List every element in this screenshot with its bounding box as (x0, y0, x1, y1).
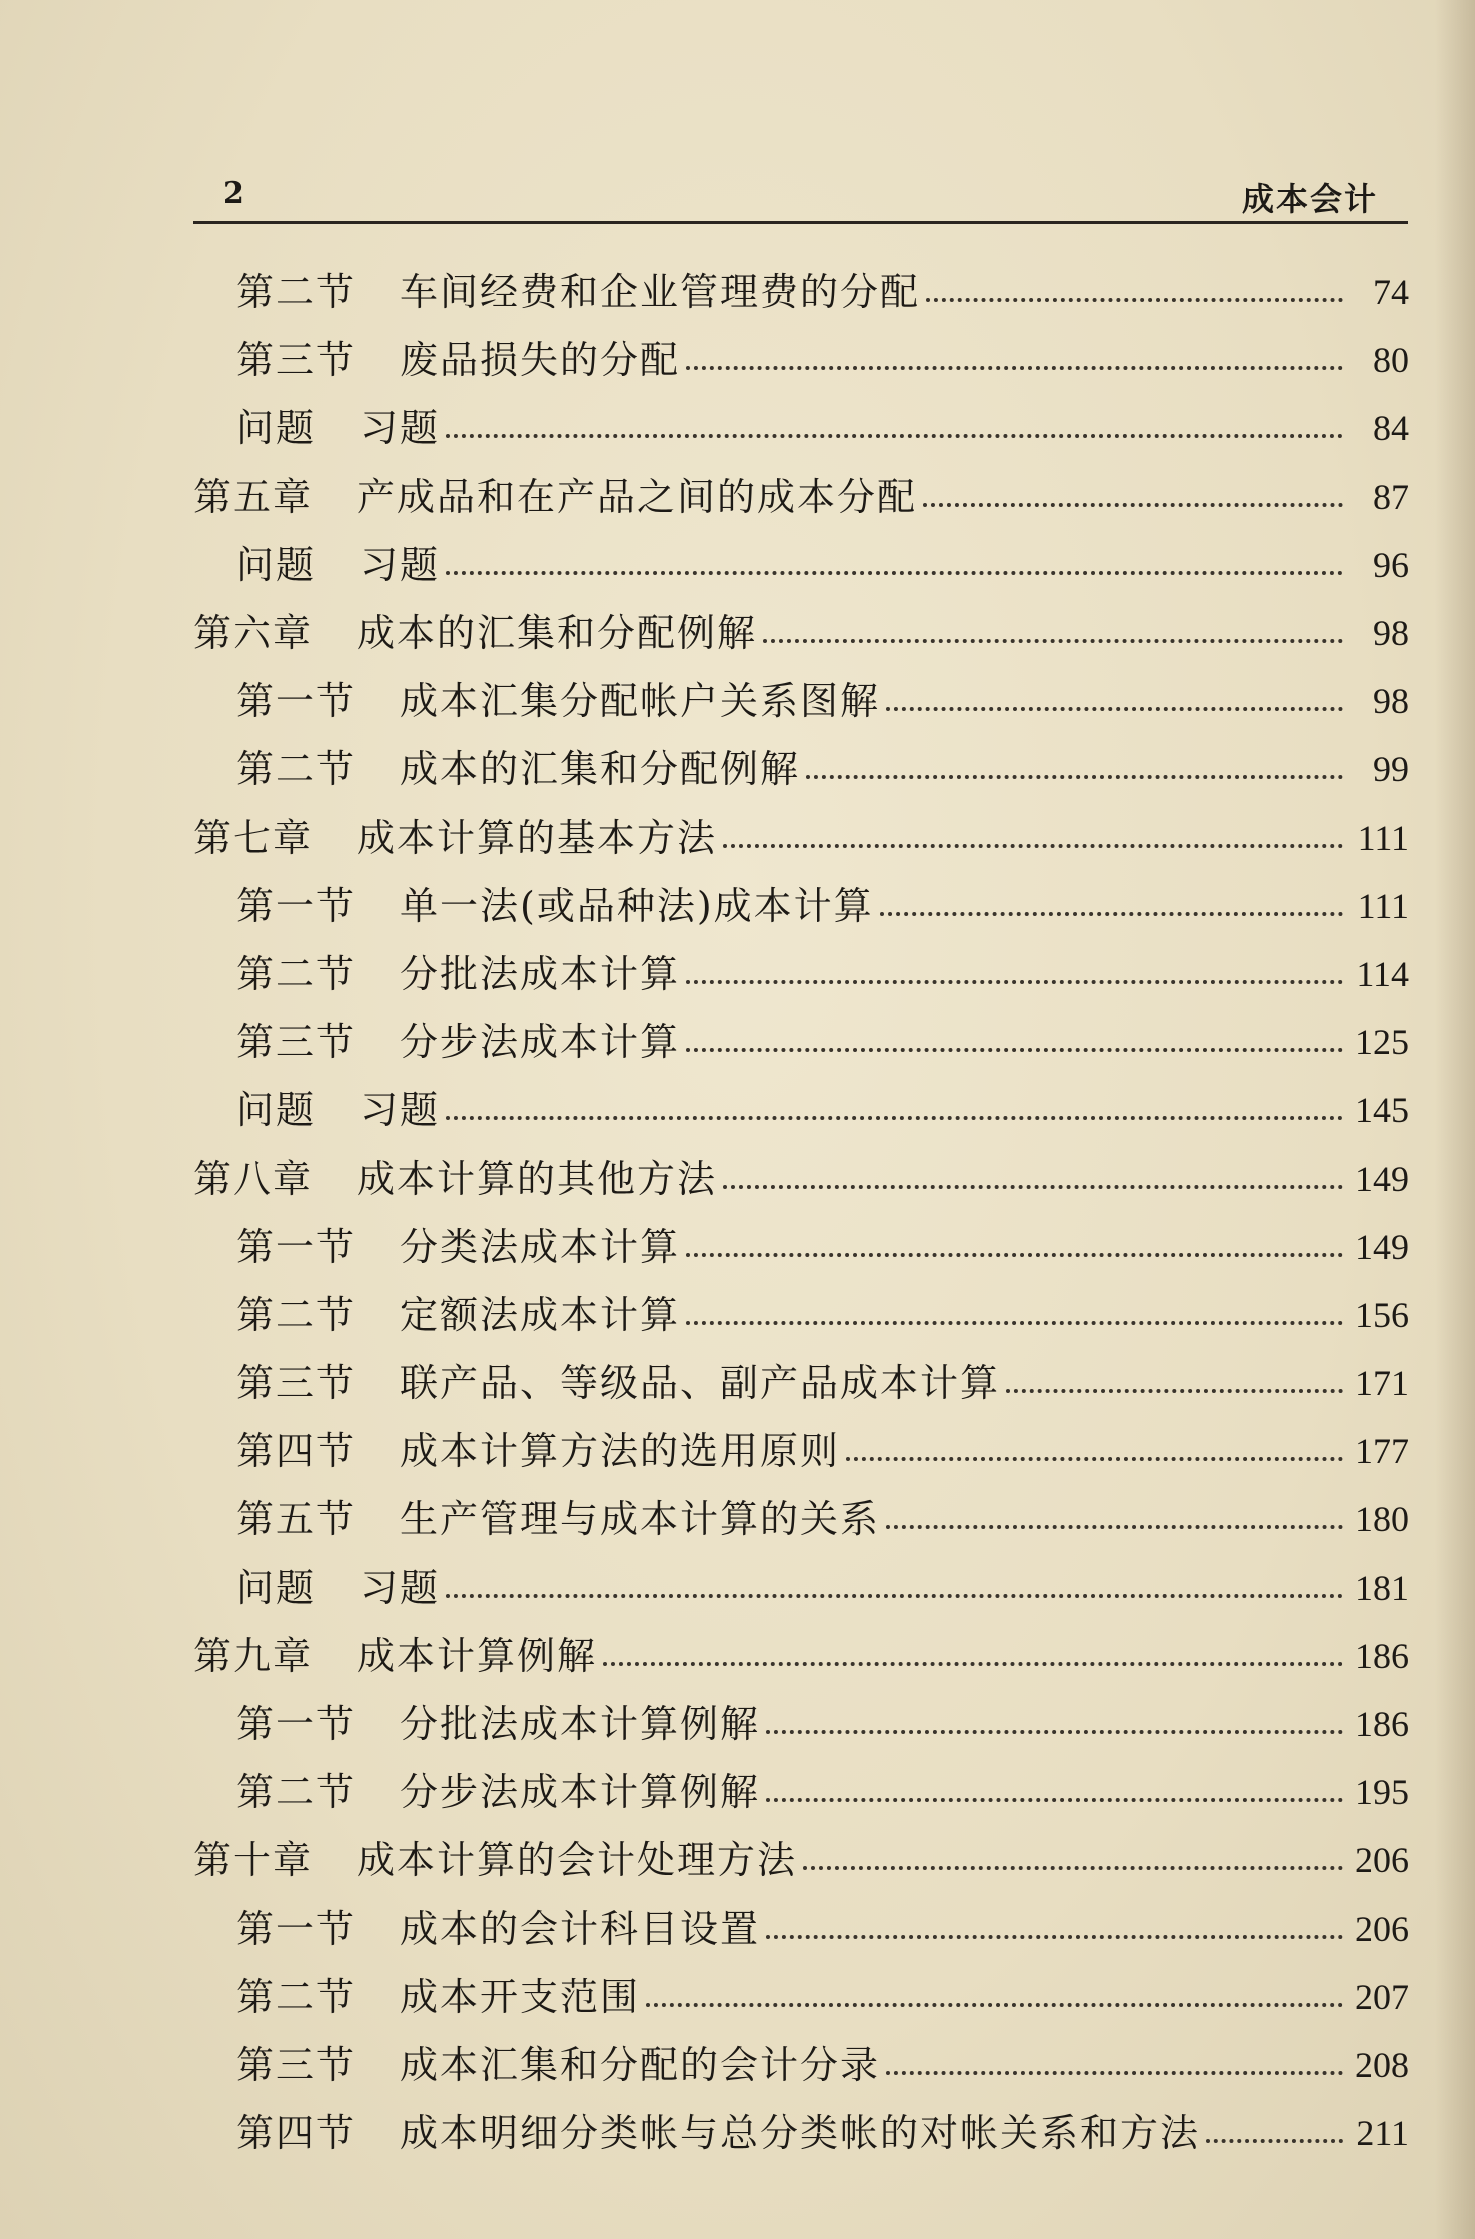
toc-entry-page: 149 (1355, 1158, 1409, 1199)
running-header (193, 170, 1408, 222)
toc-entry-page: 111 (1357, 817, 1409, 858)
toc-section-row (193, 1281, 1409, 1349)
dot-leader (886, 707, 1343, 711)
toc-entry-title: 成本的汇集和分配例解 (357, 611, 758, 656)
dot-leader (446, 1594, 1343, 1598)
dot-leader (686, 980, 1343, 984)
toc-entry-label: 第二节 (236, 951, 357, 996)
toc-entry-label: 第七章 (193, 815, 314, 860)
dot-leader (766, 1935, 1343, 1939)
dot-leader (686, 1048, 1343, 1052)
toc-chapter-row (193, 599, 1409, 667)
toc-entry-page: 171 (1355, 1363, 1409, 1404)
toc-section-row (193, 1485, 1409, 1553)
toc-entry-label: 第五章 (193, 474, 314, 519)
toc-entry-page: 156 (1355, 1294, 1409, 1335)
dot-leader (686, 1321, 1343, 1325)
toc-entry-label: 问题 (236, 406, 317, 451)
toc-entry-label: 第一节 (236, 883, 357, 928)
toc-entry-title: 习题 (360, 1088, 441, 1133)
dot-leader (1006, 1389, 1343, 1393)
dot-leader (766, 1730, 1343, 1734)
toc-entry-page: 98 (1373, 681, 1409, 722)
toc-entry-title: 成本计算的其他方法 (357, 1156, 718, 1201)
toc-section-row (193, 531, 1409, 599)
dot-leader (686, 1253, 1343, 1257)
toc-entry-title: 产成品和在产品之间的成本分配 (357, 474, 918, 519)
toc-entry-title: 成本计算例解 (357, 1633, 598, 1678)
toc-entry-label: 问题 (236, 1565, 317, 1610)
toc-section-row (193, 1554, 1409, 1622)
toc-entry-title: 成本的会计科目设置 (400, 1906, 761, 1951)
toc-entry-label: 第二节 (236, 1292, 357, 1337)
toc-section-row (193, 2031, 1409, 2099)
toc-entry-page: 211 (1356, 2113, 1409, 2154)
dot-leader (806, 775, 1343, 779)
toc-entry-title: 成本计算方法的选用原则 (400, 1429, 841, 1474)
toc-entry-title: 成本计算的基本方法 (357, 815, 718, 860)
toc-entry-label: 第四节 (236, 1429, 357, 1474)
toc-entry-label: 第三节 (236, 1361, 357, 1406)
dot-leader (880, 912, 1343, 916)
dot-leader (446, 434, 1343, 438)
toc-entry-page: 181 (1355, 1567, 1409, 1608)
dot-leader (1206, 2139, 1343, 2143)
toc-section-row (193, 940, 1409, 1008)
page-edge-shadow (1435, 0, 1475, 2239)
toc-entry-title: 单一法(或品种法)成本计算 (400, 883, 874, 928)
toc-entry-label: 第三节 (236, 1020, 357, 1065)
toc-entry-label: 第八章 (193, 1156, 314, 1201)
dot-leader (766, 1798, 1343, 1802)
toc-entry-label: 第九章 (193, 1633, 314, 1678)
toc-entry-title: 联产品、等级品、副产品成本计算 (400, 1361, 1001, 1406)
toc-chapter-row (193, 804, 1409, 872)
toc-entry-title: 废品损失的分配 (400, 338, 681, 383)
toc-section-row (193, 1008, 1409, 1076)
toc-section-row (193, 1895, 1409, 1963)
toc-entry-label: 第五节 (236, 1497, 357, 1542)
toc-chapter-row (193, 1826, 1409, 1894)
toc-entry-page: 145 (1355, 1090, 1409, 1131)
toc-entry-page: 149 (1355, 1226, 1409, 1267)
toc-entry-title: 成本开支范围 (400, 1974, 641, 2019)
header-rule (193, 221, 1408, 224)
toc-entry-page: 125 (1355, 1022, 1409, 1063)
toc-entry-label: 第一节 (236, 1906, 357, 1951)
toc-entry-page: 80 (1373, 340, 1409, 381)
toc-entry-label: 第二节 (236, 270, 357, 315)
toc-section-row (193, 1758, 1409, 1826)
toc-entry-label: 第二节 (236, 1770, 357, 1815)
toc-entry-title: 习题 (360, 542, 441, 587)
toc-entry-page: 87 (1373, 476, 1409, 517)
dot-leader (886, 1525, 1343, 1529)
toc-section-row (193, 1076, 1409, 1144)
toc-section-row (193, 1349, 1409, 1417)
toc-section-row (193, 2099, 1409, 2167)
dot-leader (603, 1662, 1343, 1666)
toc-entry-title: 分类法成本计算 (400, 1224, 681, 1269)
toc-section-row (193, 735, 1409, 803)
toc-entry-page: 206 (1355, 1908, 1409, 1949)
toc-section-row (193, 326, 1409, 394)
toc-chapter-row (193, 1144, 1409, 1212)
toc-section-row (193, 1690, 1409, 1758)
toc-entry-page: 206 (1355, 1840, 1409, 1881)
toc-entry-page: 111 (1357, 885, 1409, 926)
toc-entry-label: 第三节 (236, 338, 357, 383)
toc-entry-label: 第六章 (193, 611, 314, 656)
toc-entry-label: 第一节 (236, 1224, 357, 1269)
toc-entry-page: 74 (1373, 272, 1409, 313)
dot-leader (923, 503, 1343, 507)
toc-entry-title: 习题 (360, 406, 441, 451)
toc-section-row (193, 872, 1409, 940)
toc-entry-title: 成本汇集和分配的会计分录 (400, 2042, 881, 2087)
toc-entry-title: 分步法成本计算例解 (400, 1770, 761, 1815)
toc-entry-label: 第二节 (236, 1974, 357, 2019)
dot-leader (886, 2071, 1343, 2075)
toc-entry-title: 分批法成本计算 (400, 951, 681, 996)
toc-entry-page: 186 (1355, 1635, 1409, 1676)
toc-section-row (193, 258, 1409, 326)
toc-entry-label: 问题 (236, 1088, 317, 1133)
toc-section-row (193, 1213, 1409, 1281)
toc-entry-page: 114 (1356, 953, 1409, 994)
page-number: 2 (223, 176, 244, 211)
toc-entry-title: 定额法成本计算 (400, 1292, 681, 1337)
toc-entry-page: 177 (1355, 1431, 1409, 1472)
toc-entry-label: 第一节 (236, 679, 357, 724)
toc-entry-page: 208 (1355, 2044, 1409, 2085)
toc-entry-label: 第二节 (236, 747, 357, 792)
toc-entry-page: 180 (1355, 1499, 1409, 1540)
toc-entry-label: 第四节 (236, 2111, 357, 2156)
toc-entry-title: 成本汇集分配帐户关系图解 (400, 679, 881, 724)
toc-entry-page: 96 (1373, 544, 1409, 585)
toc-entry-title: 车间经费和企业管理费的分配 (400, 270, 921, 315)
toc-entry-title: 分步法成本计算 (400, 1020, 681, 1065)
dot-leader (803, 1866, 1343, 1870)
toc-entry-page: 98 (1373, 613, 1409, 654)
dot-leader (446, 1116, 1343, 1120)
dot-leader (646, 2003, 1343, 2007)
toc-section-row (193, 1963, 1409, 2031)
toc-chapter-row (193, 463, 1409, 531)
toc-entry-title: 成本计算的会计处理方法 (357, 1838, 798, 1883)
toc-entry-label: 第三节 (236, 2042, 357, 2087)
book-title: 成本会计 (1241, 180, 1378, 218)
toc-section-row (193, 1417, 1409, 1485)
toc-entry-page: 207 (1355, 1976, 1409, 2017)
table-of-contents (193, 258, 1409, 2167)
toc-entry-page: 84 (1373, 408, 1409, 449)
toc-section-row (193, 667, 1409, 735)
dot-leader (763, 639, 1343, 643)
dot-leader (846, 1457, 1343, 1461)
toc-entry-label: 问题 (236, 542, 317, 587)
toc-entry-label: 第十章 (193, 1838, 314, 1883)
toc-entry-title: 习题 (360, 1565, 441, 1610)
dot-leader (723, 844, 1343, 848)
toc-entry-page: 195 (1355, 1772, 1409, 1813)
toc-entry-page: 186 (1355, 1704, 1409, 1745)
toc-section-row (193, 394, 1409, 462)
dot-leader (926, 298, 1343, 302)
toc-entry-title: 生产管理与成本计算的关系 (400, 1497, 881, 1542)
dot-leader (723, 1185, 1343, 1189)
dot-leader (686, 366, 1343, 370)
toc-entry-title: 成本明细分类帐与总分类帐的对帐关系和方法 (400, 2111, 1201, 2156)
toc-entry-label: 第一节 (236, 1702, 357, 1747)
toc-chapter-row (193, 1622, 1409, 1690)
toc-entry-title: 成本的汇集和分配例解 (400, 747, 801, 792)
toc-entry-title: 分批法成本计算例解 (400, 1702, 761, 1747)
dot-leader (446, 571, 1343, 575)
toc-entry-page: 99 (1373, 749, 1409, 790)
